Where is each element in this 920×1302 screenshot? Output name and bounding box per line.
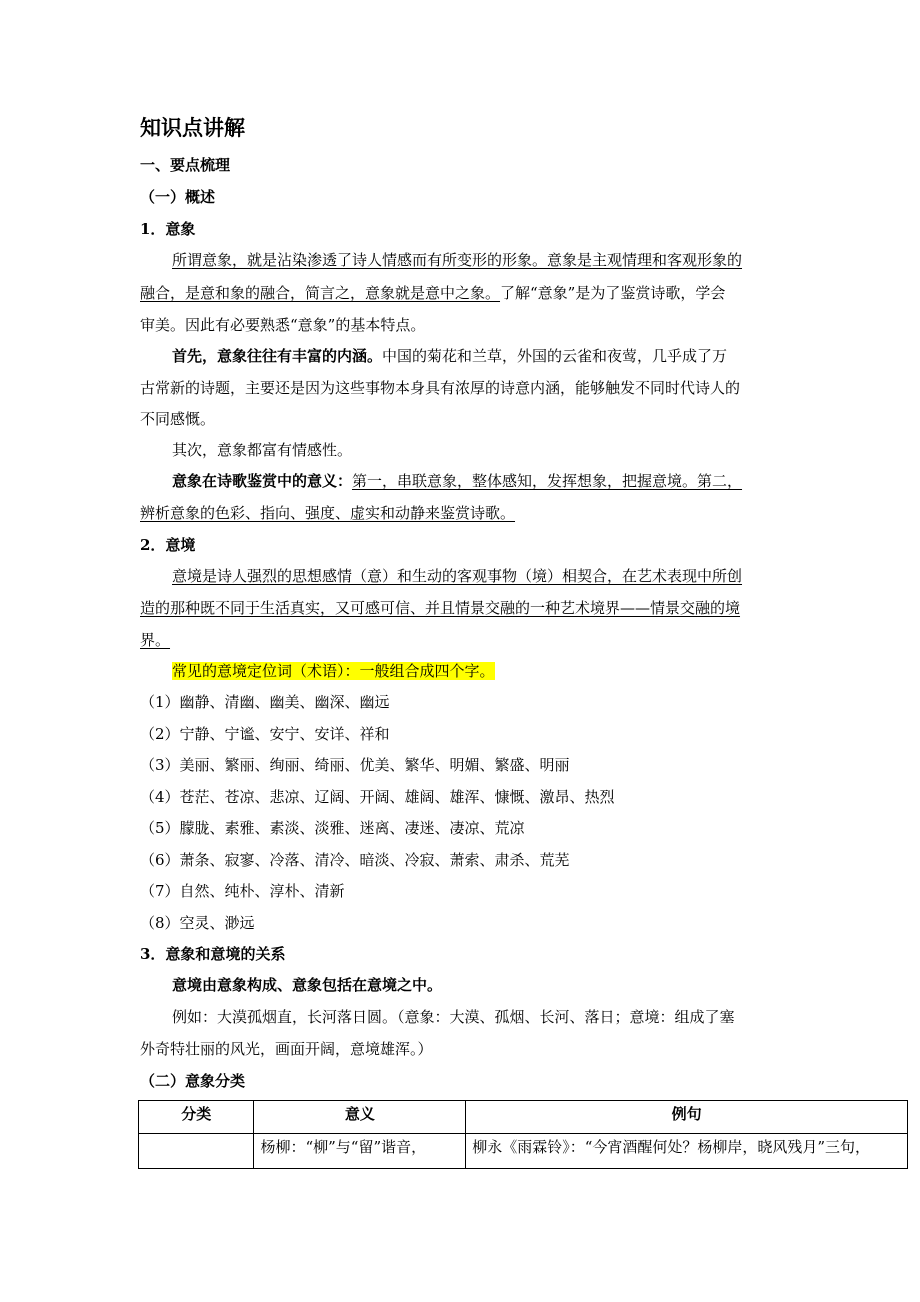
classification-table (138, 1100, 908, 1169)
subsection-heading-overview: （一）概述 (140, 188, 216, 206)
paragraph-conception-definition-cont (140, 598, 740, 618)
paragraph-imagery-definition-cont (140, 283, 725, 303)
page-title: 知识点讲解 (140, 115, 245, 140)
underlined-text: 意境是诗人强烈的思想感情（意）和生动的客观事物（境）相契合，在艺术表现中所创 (172, 567, 743, 585)
paragraph-first-feature-cont: 古常新的诗题，主要还是因为这些事物本身具有浓厚的诗意内涵，能够触发不同时代诗人的 (140, 379, 741, 397)
list-item: （5）朦胧、素雅、素淡、淡雅、迷离、凄迷、凄凉、荒凉 (140, 819, 525, 837)
underlined-text: 界。 (140, 631, 171, 649)
table-header-row (139, 1101, 908, 1134)
paragraph-example: 例如：大漠孤烟直，长河落日圆。（意象：大漠、孤烟、长河、落日；意境：组成了塞 (172, 1008, 735, 1026)
highlighted-text: 常见的意境定位词（术语）：一般组合成四个字。 (172, 662, 495, 680)
bold-text: 首先，意象往往有丰富的内涵。 (172, 347, 383, 365)
underlined-text: 融合，是意和象的融合，简言之，意象就是意中之象。 (140, 284, 501, 302)
paragraph-significance (172, 471, 742, 491)
table-cell: 柳永《雨霖铃》：“今宵酒醒何处？杨柳岸，晓风残月”三句， (466, 1134, 908, 1169)
list-item: （2）宁静、宁谧、安宁、安详、祥和 (140, 725, 390, 743)
subsection-heading-classification: （二）意象分类 (140, 1072, 246, 1090)
list-item: （1）幽静、清幽、幽美、幽深、幽远 (140, 693, 390, 711)
paragraph-example-cont: 外奇特壮丽的风光，画面开阔，意境雄浑。） (140, 1040, 433, 1058)
underlined-text: 辨析意象的色彩、指向、强度、虚实和动静来鉴赏诗歌。 (140, 504, 516, 522)
table-row (139, 1134, 908, 1169)
list-item: （3）美丽、繁丽、绚丽、绮丽、优美、繁华、明媚、繁盛、明丽 (140, 756, 570, 774)
list-item: （6）萧条、寂寥、冷落、清冷、暗淡、冷寂、萧索、肃杀、荒芜 (140, 851, 570, 869)
table-cell: 杨柳：“柳”与“留”谐音， (254, 1134, 466, 1169)
paragraph-conception-definition (172, 566, 742, 586)
paragraph-second-feature: 其次，意象都富有情感性。 (172, 441, 353, 459)
paragraph-highlight-terms (172, 661, 495, 681)
table-header-category: 分类 (139, 1101, 254, 1134)
paragraph-relationship: 意境由意象构成、意象包括在意境之中。 (172, 976, 443, 994)
item-heading-relationship: 3．意象和意境的关系 (140, 945, 286, 963)
paragraph-imagery-definition (172, 250, 742, 270)
list-item: （4）苍茫、苍凉、悲凉、辽阔、开阔、雄阔、雄浑、慷慨、激昂、热烈 (140, 788, 615, 806)
underlined-text: 造的那种既不同于生活真实，又可感可信、并且情景交融的一种艺术境界——情景交融的境 (140, 599, 741, 617)
paragraph-imagery-definition-end: 审美。因此有必要熟悉“意象”的基本特点。 (140, 316, 426, 334)
paragraph-first-feature (172, 346, 727, 366)
item-heading-imagery: 1．意象 (140, 220, 196, 238)
paragraph-text: 中国的菊花和兰草，外国的云雀和夜莺，几乎成了万 (382, 347, 728, 365)
paragraph-conception-definition-end (140, 630, 170, 650)
paragraph-text: 了解“意象”是为了鉴赏诗歌，学会 (500, 284, 726, 302)
list-item: （7）自然、纯朴、淳朴、清新 (140, 882, 345, 900)
table-cell (139, 1134, 254, 1169)
bold-text: 意象在诗歌鉴赏中的意义： (172, 472, 353, 490)
table-header-example: 例句 (466, 1101, 908, 1134)
underlined-text: 第一，串联意象，整体感知，发挥想象，把握意境。第二， (352, 472, 743, 490)
section-heading-1: 一、要点梳理 (140, 156, 231, 174)
paragraph-significance-cont (140, 503, 515, 523)
underlined-text: 所谓意象，就是沾染渗透了诗人情感而有所变形的形象。意象是主观情理和客观形象的 (172, 251, 743, 269)
paragraph-first-feature-end: 不同感慨。 (140, 410, 216, 428)
list-item: （8）空灵、渺远 (140, 914, 255, 932)
item-heading-artistic-conception: 2．意境 (140, 536, 196, 554)
table-header-meaning: 意义 (254, 1101, 466, 1134)
